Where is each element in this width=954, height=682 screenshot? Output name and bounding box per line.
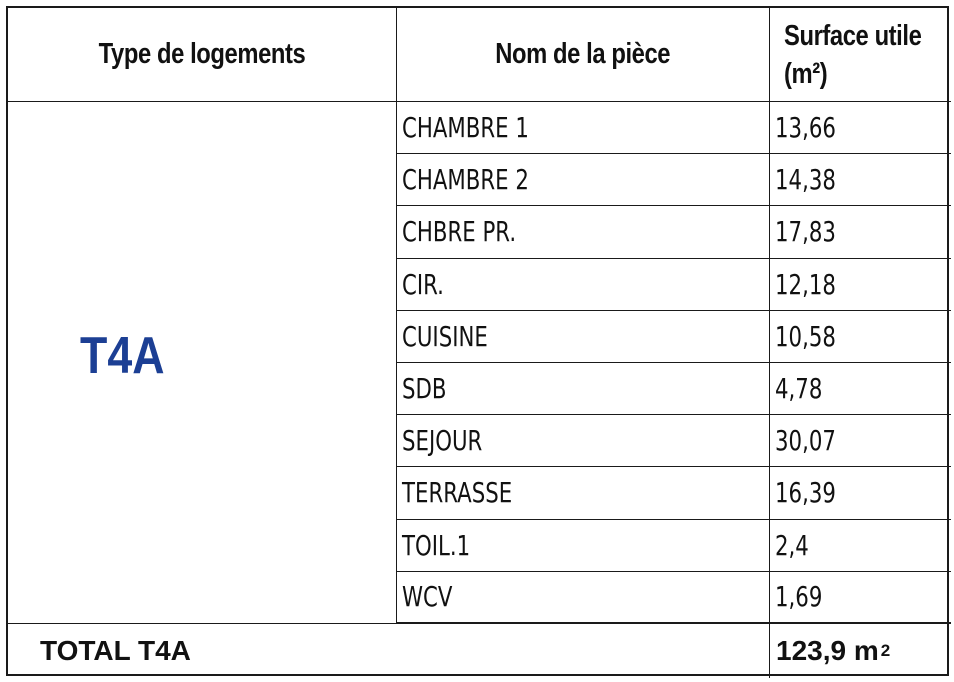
room-name: CHAMBRE 1 [402,111,529,145]
table-row-room [397,154,770,206]
type-value: T4A [80,327,165,386]
table-row-room [397,259,770,311]
room-surface: 10,58 [775,319,836,353]
total-label-cell [8,624,770,678]
header-type [8,8,397,102]
room-name: CUISINE [402,319,488,353]
table-row-surface [770,259,951,311]
header-room [397,8,770,102]
total-value: 123,9 m [776,634,879,666]
total-unit-exponent: 2 [880,640,891,660]
table-row-surface [770,154,951,206]
room-surface: 2,4 [775,528,809,562]
room-name: SEJOUR [402,424,483,458]
table-row-room [397,363,770,415]
room-name: CIR. [402,267,444,301]
room-surface: 1,69 [775,580,823,614]
table-row-room [397,102,770,154]
table-row-surface [770,520,951,572]
room-surface: 13,66 [775,111,836,145]
surface-table [6,6,949,676]
type-cell [8,102,397,624]
room-name: SDB [402,372,447,406]
total-label: TOTAL T4A [40,634,191,666]
room-surface: 16,39 [775,476,836,510]
table-row-room [397,206,770,258]
table-row-room [397,467,770,519]
table-row-surface [770,102,951,154]
room-name: TERRASSE [402,476,513,510]
header-type-label: Type de logements [98,38,306,70]
header-surface-label: Surface utile [784,19,922,52]
room-name: WCV [402,580,453,614]
table-row-room [397,572,770,624]
table-row-surface [770,311,951,363]
table-row-room [397,415,770,467]
total-value-cell [770,624,951,678]
room-surface: 17,83 [775,215,836,249]
table-grid [6,6,949,676]
table-row-surface [770,415,951,467]
table-row-surface [770,572,951,624]
table-row-surface [770,467,951,519]
header-room-label: Nom de la pièce [495,38,671,70]
room-name: CHBRE PR. [402,215,517,249]
room-name: CHAMBRE 2 [402,163,529,197]
room-surface: 12,18 [775,267,836,301]
header-surface [770,8,951,102]
table-row-room [397,520,770,572]
header-surface-unit: (m²) [784,57,828,90]
room-surface: 4,78 [775,372,823,406]
table-row-room [397,311,770,363]
table-row-surface [770,206,951,258]
room-surface: 14,38 [775,163,836,197]
room-name: TOIL.1 [402,528,471,562]
room-surface: 30,07 [775,424,836,458]
table-row-surface [770,363,951,415]
